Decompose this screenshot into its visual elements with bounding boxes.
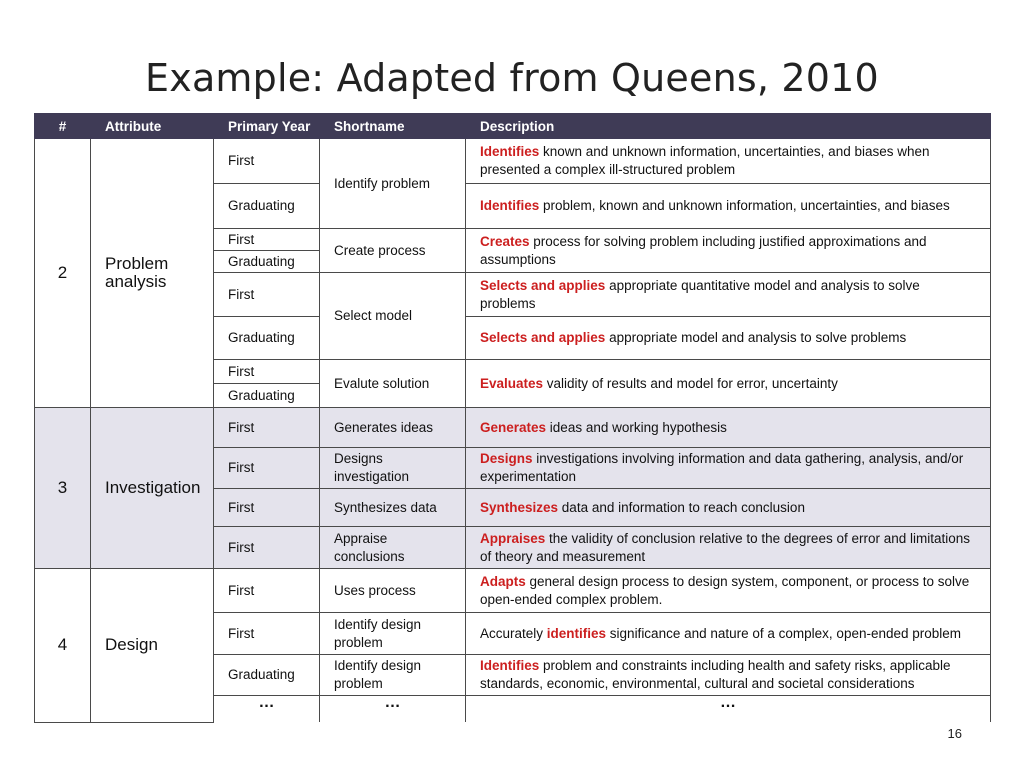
primary-year: First xyxy=(214,489,320,527)
shortname: Evalute solution xyxy=(320,360,466,408)
primary-year: Graduating xyxy=(214,655,320,696)
keyword: Adapts xyxy=(480,573,526,589)
attribute-name: Problem analysis xyxy=(91,139,214,408)
keyword: Selects and applies xyxy=(480,330,606,345)
description: Selects and applies appropriate model and analysis to solve problems xyxy=(466,317,991,360)
ellipsis-description: … xyxy=(466,696,991,723)
primary-year: First xyxy=(214,569,320,613)
ellipsis-shortname: … xyxy=(320,696,466,723)
table-row xyxy=(35,408,991,448)
header-attribute: Attribute xyxy=(91,114,214,139)
primary-year: First xyxy=(214,613,320,655)
description: Synthesizes data and information to reach conclusion xyxy=(466,489,991,527)
shortname: Select model xyxy=(320,273,466,360)
shortname: Designs investigation xyxy=(320,448,466,489)
table-row xyxy=(35,569,991,613)
attribute-number: 4 xyxy=(35,569,91,723)
primary-year: First xyxy=(214,527,320,569)
shortname: Generates ideas xyxy=(320,408,466,448)
description: Selects and applies appropriate quantitative model and analysis to solve problems xyxy=(466,273,991,317)
page-number: 16 xyxy=(947,726,962,741)
shortname: Create process xyxy=(320,229,466,273)
keyword: Appraises xyxy=(480,530,546,546)
primary-year: Graduating xyxy=(214,384,320,408)
description: Adapts general design process to design system, component, or process to solve open-ended complex problem. xyxy=(466,569,991,613)
attribute-number: 3 xyxy=(35,408,91,569)
description: Creates process for solving problem including justified approximations and assumptions xyxy=(466,229,991,273)
shortname: Identify design problem xyxy=(320,655,466,696)
primary-year: First xyxy=(214,408,320,448)
primary-year: First xyxy=(214,139,320,184)
attribute-name: Investigation xyxy=(91,408,214,569)
description: Accurately identifies significance and nature of a complex, open-ended problem xyxy=(466,613,991,655)
keyword: Designs xyxy=(480,451,533,466)
attribute-number: 2 xyxy=(35,139,91,408)
keyword: Generates xyxy=(480,419,547,435)
shortname: Identify design problem xyxy=(320,613,466,655)
shortname: Identify problem xyxy=(320,139,466,229)
keyword: Identifies xyxy=(480,144,540,159)
keyword: Identifies xyxy=(480,658,540,673)
primary-year: First xyxy=(214,448,320,489)
shortname: Uses process xyxy=(320,569,466,613)
description: Identifies problem, known and unknown information, uncertainties, and biases xyxy=(466,184,991,229)
primary-year: First xyxy=(214,273,320,317)
primary-year: Graduating xyxy=(214,317,320,360)
primary-year: Graduating xyxy=(214,184,320,229)
shortname: Synthesizes data xyxy=(320,489,466,527)
attribute-name: Design xyxy=(91,569,214,723)
primary-year: First xyxy=(214,229,320,251)
slide-title: Example: Adapted from Queens, 2010 xyxy=(145,56,879,100)
ellipsis-year: … xyxy=(214,696,320,723)
description: Evaluates validity of results and model for error, uncertainty xyxy=(466,360,991,408)
header-description: Description xyxy=(466,114,991,139)
keyword: Creates xyxy=(480,233,530,249)
description: Identifies problem and constraints including health and safety risks, applicable standards, economic, environmental, cultural and societal considerations xyxy=(466,655,991,696)
primary-year: Graduating xyxy=(214,251,320,273)
description: Identifies known and unknown information, uncertainties, and biases when presented a complex ill-structured problem xyxy=(466,139,991,184)
header-num: # xyxy=(35,114,91,139)
header-year: Primary Year xyxy=(214,114,320,139)
header-shortname: Shortname xyxy=(320,114,466,139)
rubric-table xyxy=(34,113,991,723)
keyword: Synthesizes xyxy=(480,499,559,515)
keyword: identifies xyxy=(546,625,607,641)
table-header xyxy=(35,114,991,139)
keyword: Evaluates xyxy=(480,375,544,391)
keyword: Selects and applies xyxy=(480,277,606,293)
primary-year: First xyxy=(214,360,320,384)
shortname: Appraise conclusions xyxy=(320,527,466,569)
table-row xyxy=(35,139,991,184)
description: Generates ideas and working hypothesis xyxy=(466,408,991,448)
keyword: Identifies xyxy=(480,198,540,213)
description: Designs investigations involving information and data gathering, analysis, and/or experimentation xyxy=(466,448,991,489)
description: Appraises the validity of conclusion relative to the degrees of error and limitations of theory and measurement xyxy=(466,527,991,569)
